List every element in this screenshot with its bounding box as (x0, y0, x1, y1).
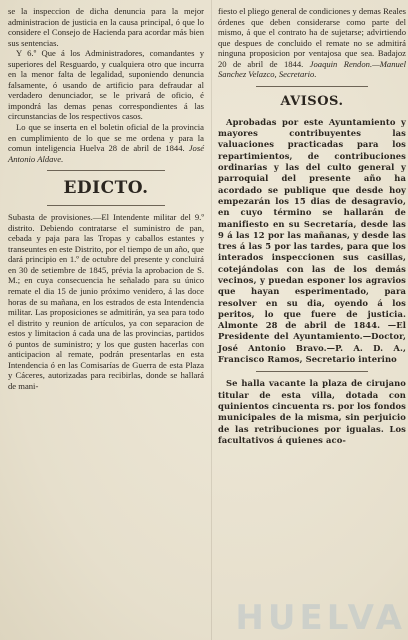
edicto-continuation-text: fiesto el pliego general de condiciones y demas Reales órdenes que deben considerarse como parte del mismo, á que el contrato ha de sujetarse; advirtiendo que despues de concluido el remate no se admitirá ninguna proposicion por ventajosa que sea. Badajoz 20 de abril de 1844. (218, 6, 406, 69)
section-divider (256, 371, 369, 372)
edicto-body: Subasta de provisiones.—El Intendente militar del 9.º distrito. Debiendo contratarse el suministro de pan, cebada y paja para las Tropas y caballos estantes y transeuntes en este Distrito, por el tiempo de un año, que dará principio en 1.º de octubre del presente y concluirá en 30 de setiembre de 1845, prévia la aprobacion de S. M.; en cuya consecuencia he señalado para su único remate el dia 15 de junio próximo venidero, á las doce horas de su mañana, en los estrados de esta Intendencia militar. Las proposiciones se admitirán, ya sea para todo el distrito y reunion de artículos, ya con separacion de estos y limitacion á cada una de las provincias, partidos ó puntos de suministro; y los que gusten hacerlas con anticipacion al remate, podrán presentarlas en esta Intendencia ó en las Comisarías de Guerra de esta Plaza y Cáceres, autorizadas para recibirlas, donde se hallará de mani- (8, 212, 204, 391)
paragraph-publication (8, 122, 204, 164)
publication-text: Lo que se inserta en el boletin oficial de la provincia en cumplimiento de lo que se me ordena y para la comun inteligencia Huelva 28 de abril de 1844. (8, 122, 204, 154)
column-fold (211, 0, 212, 640)
section-divider (256, 86, 369, 87)
left-column (8, 6, 204, 392)
paragraph-inspection: se la inspeccion de dicha denuncia para la mejor administracion de justicia en la causa principal, ó que lo considere el Consejo de Hacienda para acordar más bien sus sentencias. (8, 6, 204, 48)
archive-watermark: HUELVA (235, 598, 406, 638)
publication-signature: José Antonio Aldave. (8, 143, 205, 164)
aviso-ayuntamiento: Aprobadas por este Ayuntamiento y mayores contribuyentes las valuaciones practicadas para los repartimientos, de contribuciones ordinarias y las del culto general y parroquial del presente año ha acordado se publique que desde hoy empezarán los 15 dias de desagravio, en cuyo término se hallarán de manifiesto en su Secretaría, desde las 9 á las 12 por las mañanas, y desde las tres á las 5 por las tardes, para que los interados inspeccionen sus casillas, cotejándolas con las de los demás vecinos, y puedan esponer los agravios que hayan esperimentado, para resolver en su dia, oyendo á los peritos, lo que fuere de justicia. Almonte 28 de abril de 1844. —El Presidente del Ayuntamiento.—Doctor, José Antonio Bravo.—P. A. D. A., Francisco Ramos, Secretario interino (218, 116, 406, 365)
edicto-heading: EDICTO. (63, 178, 149, 199)
avisos-heading: AVISOS. (280, 93, 344, 109)
right-column (218, 6, 406, 446)
section-divider (47, 205, 165, 206)
avisos-block (218, 117, 406, 446)
edicto-signature: Joaquin Rendon.—Manuel Sanchez Velazco, Secretario. (218, 58, 406, 80)
edicto-continuation (218, 6, 406, 80)
section-divider (47, 170, 165, 171)
aviso-cirujano: Se halla vacante la plaza de cirujano titular de esta villa, dotada con quinientos cincuenta rs. por los fondos municipales de la misma, sin perjuicio de las retribuciones por igualas. Los facultativos á quienes aco- (218, 378, 406, 445)
paragraph-article-6: Y 6.º Que á los Administradores, comandantes y superiores del Resguardo, y cualquiera otro que incurra en la menor falta de legalidad, suponiendo denuncia falsamente, ó usando de artificio para defraudar al verdadero denunciador, se le privará de oficio, é impondrá las demas penas correspondientes á las circunstancias de los respectivos casos. (8, 48, 204, 122)
